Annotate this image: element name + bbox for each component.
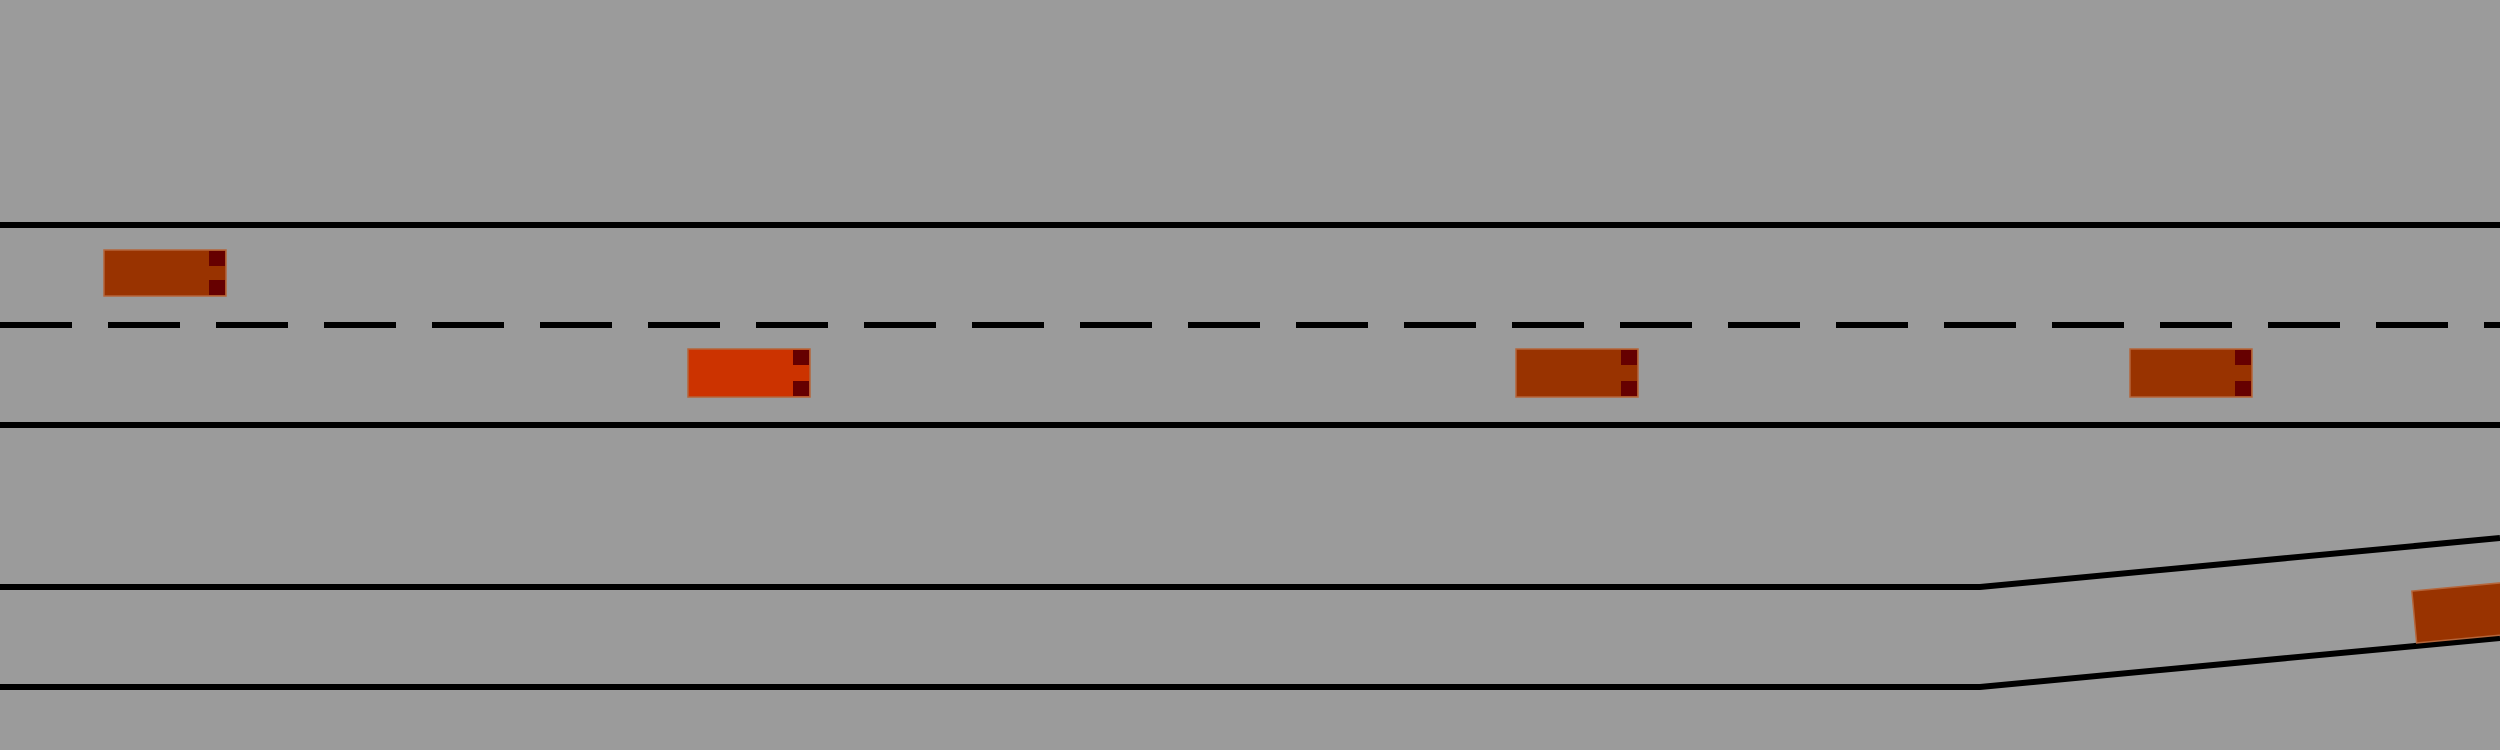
ramp-top-boundary (0, 538, 2500, 587)
vehicle-4-light-right (2235, 381, 2251, 396)
vehicle-1 (104, 250, 226, 296)
vehicle-3-light-right (1621, 381, 1637, 396)
vehicle-1-body (104, 250, 226, 296)
ego-vehicle (688, 349, 810, 397)
vehicle-1-light-left (209, 251, 225, 266)
vehicle-3 (1516, 349, 1638, 397)
vehicle-5 (2412, 579, 2500, 643)
vehicle-5-body (2412, 579, 2500, 643)
vehicle-4 (2130, 349, 2252, 397)
ego-vehicle-light-right (793, 381, 809, 396)
vehicle-3-light-left (1621, 350, 1637, 365)
vehicle-1-light-right (209, 280, 225, 295)
vehicle-layer (104, 250, 2500, 643)
ramp-bottom-boundary (0, 638, 2500, 687)
vehicle-4-body (2130, 349, 2252, 397)
ego-vehicle-light-left (793, 350, 809, 365)
vehicle-3-body (1516, 349, 1638, 397)
vehicle-4-light-left (2235, 350, 2251, 365)
ego-vehicle-body (688, 349, 810, 397)
